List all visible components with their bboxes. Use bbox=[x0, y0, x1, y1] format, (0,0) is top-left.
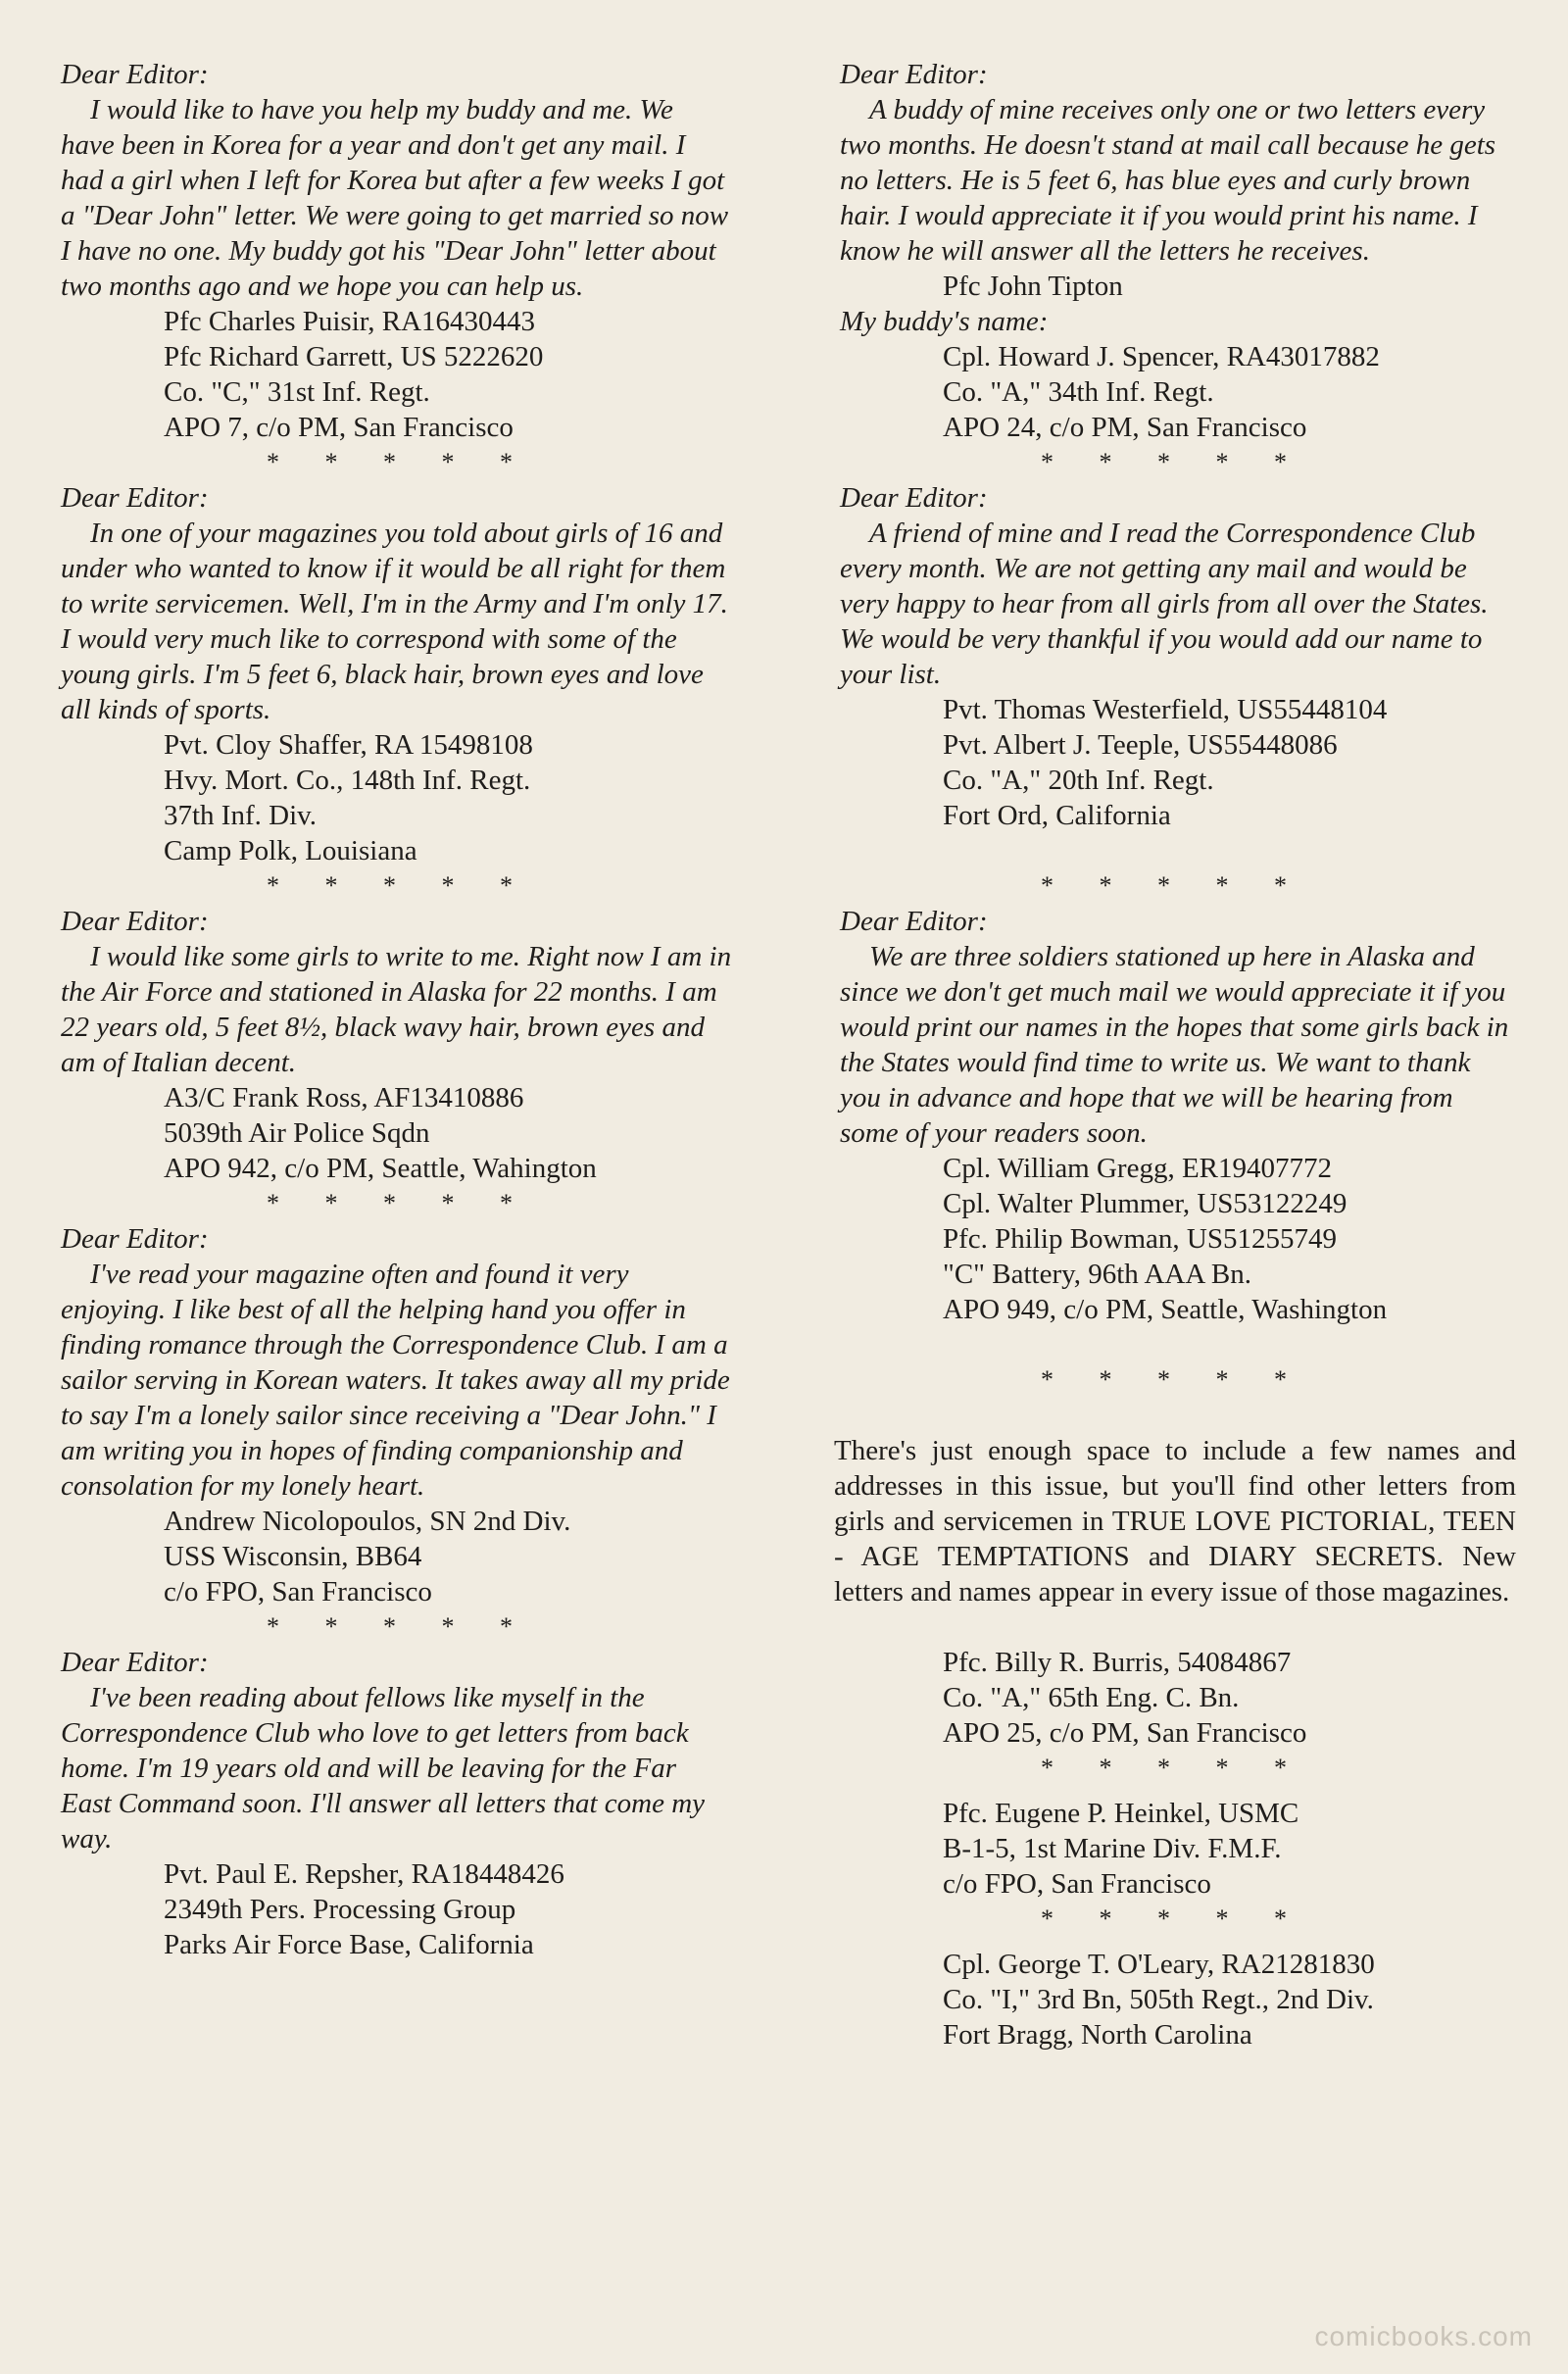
salutation: Dear Editor: bbox=[840, 482, 988, 514]
letter-repsher bbox=[61, 1645, 732, 1962]
signature-line: Pfc. Billy R. Burris, 54084867 bbox=[943, 1647, 1292, 1678]
salutation: Dear Editor: bbox=[840, 59, 988, 90]
star-divider: * * * * * bbox=[267, 1612, 532, 1641]
letter-westerfield bbox=[840, 480, 1516, 904]
signature-line: Cpl. Walter Plummer, US53122249 bbox=[943, 1188, 1348, 1219]
signature-line: c/o FPO, San Francisco bbox=[943, 1868, 1211, 1900]
signature-block bbox=[943, 1151, 1516, 1327]
signature-line: Pvt. Albert J. Teeple, US55448086 bbox=[943, 729, 1338, 761]
spacer bbox=[840, 833, 1516, 868]
letter-puisir bbox=[61, 57, 732, 480]
signature-line: Cpl. Howard J. Spencer, RA43017882 bbox=[943, 341, 1380, 372]
letter-body: We are three soldiers stationed up here in Alaska and since we don't get much mail we would appreciate it if you would print our names in the hopes that some girls back in the States would find time to write us. We want to thank you in advance and hope that we will be hearing from some of your readers soon. bbox=[840, 941, 1509, 1149]
signature-line: APO 7, c/o PM, San Francisco bbox=[164, 412, 514, 443]
signature-line: APO 24, c/o PM, San Francisco bbox=[943, 412, 1307, 443]
star-divider: * * * * * bbox=[1041, 1754, 1306, 1782]
signature-line: USS Wisconsin, BB64 bbox=[164, 1541, 422, 1572]
signature-line: Pvt. Thomas Westerfield, US55448104 bbox=[943, 694, 1388, 725]
signature-line: Pfc Charles Puisir, RA16430443 bbox=[164, 306, 536, 337]
salutation: Dear Editor: bbox=[61, 482, 209, 514]
salutation: Dear Editor: bbox=[840, 906, 988, 937]
letter-ross bbox=[61, 904, 732, 1221]
signature-line: Fort Bragg, North Carolina bbox=[943, 2019, 1252, 2051]
signature-block bbox=[164, 1504, 732, 1609]
spacer bbox=[840, 1937, 1516, 1947]
signature-line: Andrew Nicolopoulos, SN 2nd Div. bbox=[164, 1506, 571, 1537]
signature-line: Pfc. Philip Bowman, US51255749 bbox=[943, 1223, 1337, 1255]
letter-body: I've been reading about fellows like myself in the Correspondence Club who love to get letters from back home. I'm 19 years old and will be leaving for the Far East Command soon. I'll answer all letters that come my way. bbox=[61, 1682, 706, 1855]
letter-body: In one of your magazines you told about girls of 16 and under who wanted to know if it would be all right for them to write servicemen. Well, I'm in the Army and I'm only 17. I would very much like to correspond with some of the young girls. I'm 5 feet 6, black hair, brown eyes and love all kinds of sports. bbox=[61, 518, 728, 725]
star-divider: * * * * * bbox=[1041, 1904, 1306, 1933]
left-column bbox=[61, 57, 732, 2374]
salutation: Dear Editor: bbox=[61, 1647, 209, 1678]
signature-block bbox=[943, 339, 1516, 445]
signature-line: "C" Battery, 96th AAA Bn. bbox=[943, 1259, 1252, 1290]
signature-block bbox=[164, 727, 732, 868]
signature-line: Fort Ord, California bbox=[943, 800, 1171, 831]
letter-body: A friend of mine and I read the Correspondence Club every month. We are not getting any mail and would be very happy to hear from all girls from all over the States. We would be very thankful if you would add our name to your list. bbox=[840, 518, 1489, 690]
listing-heinkel bbox=[943, 1796, 1516, 1902]
letter-nicolopoulos bbox=[61, 1221, 732, 1645]
signature-line: Camp Polk, Louisiana bbox=[164, 835, 417, 866]
signature-line: APO 949, c/o PM, Seattle, Washington bbox=[943, 1294, 1388, 1325]
signature-line: A3/C Frank Ross, AF13410886 bbox=[164, 1082, 524, 1113]
salutation: Dear Editor: bbox=[61, 906, 209, 937]
star-divider: * * * * * bbox=[267, 448, 532, 476]
signature-line: Co. "I," 3rd Bn, 505th Regt., 2nd Div. bbox=[943, 1984, 1374, 2015]
signature-line: Co. "A," 34th Inf. Regt. bbox=[943, 376, 1214, 408]
signature-line: 2349th Pers. Processing Group bbox=[164, 1894, 516, 1925]
star-divider: * * * * * bbox=[267, 871, 532, 900]
right-column bbox=[834, 57, 1516, 2374]
spacer bbox=[840, 1609, 1516, 1645]
letter-body: I've read your magazine often and found it very enjoying. I like best of all the helping hand you offer in finding romance through the Correspondence Club. I am a sailor serving in Korean waters. It takes away all my pride to say I'm a lonely sailor since receiving a "Dear John." I am writing you in hopes of finding companionship and consolation for my lonely heart. bbox=[61, 1259, 730, 1502]
letter-shaffer bbox=[61, 480, 732, 904]
signature-line: 37th Inf. Div. bbox=[164, 800, 317, 831]
signature-line: Pfc Richard Garrett, US 5222620 bbox=[164, 341, 544, 372]
spacer bbox=[840, 1398, 1516, 1433]
signature-line: Pfc. Eugene P. Heinkel, USMC bbox=[943, 1798, 1299, 1829]
letter-body: A buddy of mine receives only one or two letters every two months. He doesn't stand at mail call because he gets no letters. He is 5 feet 6, has blue eyes and curly brown hair. I would appreciate it if you would print his name. I know he will answer all the letters he receives. bbox=[840, 94, 1496, 267]
letter-body: I would like to have you help my buddy and me. We have been in Korea for a year and don't get any mail. I had a girl when I left for Korea but after a few weeks I got a "Dear John" letter. We were going to get married so now I have no one. My buddy got his "Dear John" letter about two months ago and we hope you can help us. bbox=[61, 94, 729, 302]
signature-line: B-1-5, 1st Marine Div. F.M.F. bbox=[943, 1833, 1282, 1864]
signature-line: APO 942, c/o PM, Seattle, Wahington bbox=[164, 1153, 597, 1184]
signature-line: APO 25, c/o PM, San Francisco bbox=[943, 1717, 1307, 1749]
signature-line: Pvt. Paul E. Repsher, RA18448426 bbox=[164, 1858, 564, 1890]
signature-line: Cpl. George T. O'Leary, RA21281830 bbox=[943, 1949, 1375, 1980]
signature-block bbox=[943, 692, 1516, 833]
signature-line: Pvt. Cloy Shaffer, RA 15498108 bbox=[164, 729, 533, 761]
letter-gregg bbox=[840, 904, 1516, 1398]
signature-line: 5039th Air Police Sqdn bbox=[164, 1117, 430, 1149]
signature-line: Parks Air Force Base, California bbox=[164, 1929, 534, 1960]
signature-block bbox=[164, 1856, 732, 1962]
signature-line: Co. "A," 65th Eng. C. Bn. bbox=[943, 1682, 1240, 1713]
signature-block bbox=[164, 304, 732, 445]
signature-line: c/o FPO, San Francisco bbox=[164, 1576, 432, 1607]
star-divider: * * * * * bbox=[1041, 871, 1306, 900]
spacer bbox=[840, 1327, 1516, 1362]
star-divider: * * * * * bbox=[1041, 1365, 1306, 1394]
editor-note: There's just enough space to include a few names and addresses in this issue, but you'll find other letters from girls and servicemen in TRUE LOVE PICTORIAL, TEEN - AGE TEMPTATIONS and DIARY SECRETS. New letters and names appear in every issue of those magazines. bbox=[834, 1435, 1516, 1607]
signature-block bbox=[943, 269, 1516, 304]
spacer bbox=[840, 1786, 1516, 1796]
signature-line: Hvy. Mort. Co., 148th Inf. Regt. bbox=[164, 765, 531, 796]
signature-block bbox=[164, 1080, 732, 1186]
watermark: comicbooks.com bbox=[1314, 2321, 1533, 2351]
listing-oleary bbox=[943, 1947, 1516, 2053]
signature-line: Pfc John Tipton bbox=[943, 271, 1123, 302]
letter-tipton bbox=[840, 57, 1516, 480]
letter-body: I would like some girls to write to me. Right now I am in the Air Force and stationed in Alaska for 22 months. I am 22 years old, 5 feet 8½, black wavy hair, brown eyes and am of Italian decent. bbox=[61, 941, 732, 1078]
listing-burris bbox=[943, 1645, 1516, 1751]
star-divider: * * * * * bbox=[267, 1189, 532, 1217]
signature-line: Cpl. William Gregg, ER19407772 bbox=[943, 1153, 1333, 1184]
buddy-label: My buddy's name: bbox=[840, 306, 1049, 337]
salutation: Dear Editor: bbox=[61, 1223, 209, 1255]
salutation: Dear Editor: bbox=[61, 59, 209, 90]
star-divider: * * * * * bbox=[1041, 448, 1306, 476]
signature-line: Co. "C," 31st Inf. Regt. bbox=[164, 376, 430, 408]
signature-line: Co. "A," 20th Inf. Regt. bbox=[943, 765, 1214, 796]
